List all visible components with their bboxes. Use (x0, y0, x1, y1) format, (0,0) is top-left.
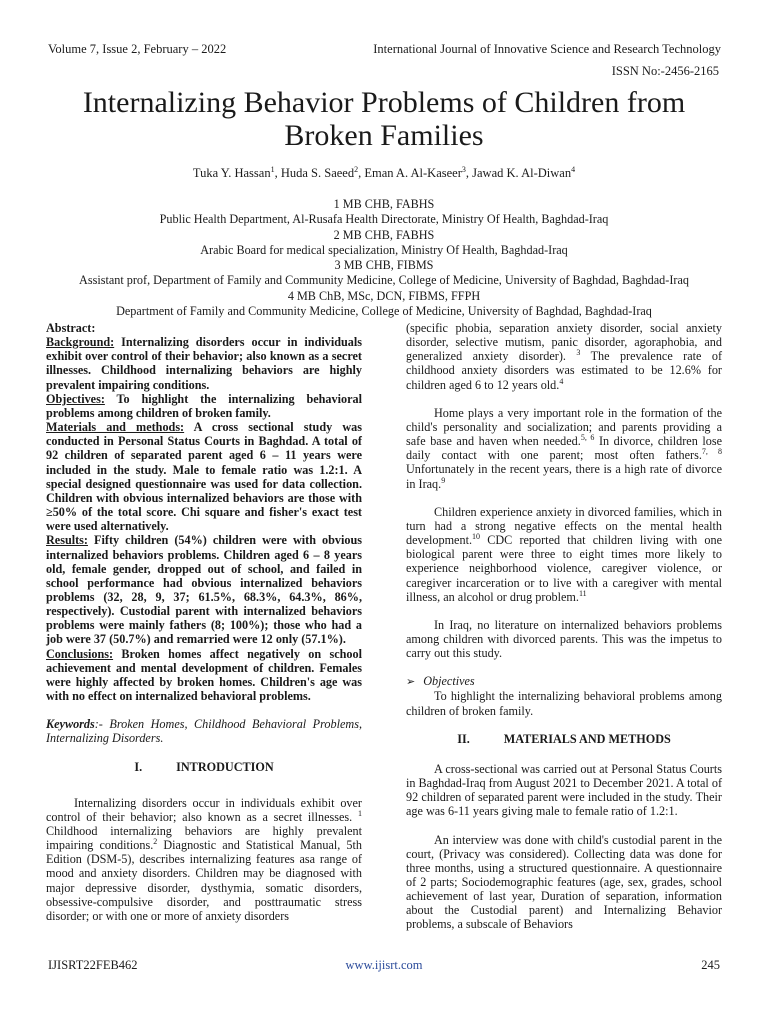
affiliation-line: Arabic Board for medical specialization, Ministry Of Health, Baghdad-Iraq (200, 242, 568, 257)
citation: 1 (358, 808, 363, 818)
citation: 3 (576, 348, 581, 358)
citation: 11 (578, 588, 587, 598)
author: Tuka Y. Hassan (192, 166, 271, 180)
objectives-label: Objectives: (46, 391, 105, 406)
affiliation-line: Department of Family and Community Medicine, College of Medicine, University of Baghdad, Baghdad-Iraq (116, 304, 652, 319)
arrow-bullet-icon: ➢ (406, 676, 416, 689)
objectives-paragraph: To highlight the internalizing behavioral problems among children of broken family. (406, 689, 722, 718)
keywords-text: :- Broken Homes, Childhood Behavioral Problems, Internalizing Disorders. (46, 717, 362, 746)
left-column (46, 321, 362, 923)
citation: 10 (472, 531, 480, 541)
affiliation-line: 4 MB ChB, MSc, DCN, FIBMS, FFPH (287, 288, 481, 303)
paper-title: Internalizing Behavior Problems of Children from Broken Families (82, 86, 686, 152)
section-heading-introduction (46, 760, 362, 774)
citation: 2 (153, 837, 158, 847)
affiliation-line: 3 MB CHB, FIBMS (334, 258, 434, 273)
affiliation-line: Public Health Department, Al-Rusafa Health Directorate, Ministry Of Health, Baghdad-Iraq (159, 212, 609, 227)
paragraph: In Iraq, no literature on internalized behaviors problems among children with divorced parents. This was the impetus to carry out this study. (406, 617, 722, 661)
article-id: IJISRT22FEB462 (48, 958, 138, 972)
right-column (406, 321, 722, 932)
paragraph: A cross-sectional was carried out at Personal Status Courts in Baghdad-Iraq from August 2021 to December 2021. A total of 92 children of separated parent were included in the study. Their age was 6-11 years giving male to female ratio of 1.2:1. (406, 761, 722, 819)
page-number: 245 (701, 958, 720, 972)
methods-label: Materials and methods: (46, 420, 185, 435)
background-text: Internalizing disorders occur in individuals exhibit over control of their behavior; also known as a secret illnesses. Childhood internalizing behaviors are highly prevalent impairing conditions. (46, 335, 362, 392)
abstract (46, 321, 362, 703)
conclusions-text: Broken homes affect negatively on school achievement and mental development of children. Females were highly affected by broken homes. Children's age was with no effect on internalized behavioral problems. (46, 646, 362, 704)
author-list: Tuka Y. Hassan$^1$, Huda S. Saeed$^2$, Eman A. Al-Kaseer$^3$, Jawad K. Al-Diwan$^4$ (192, 164, 576, 180)
affiliation-line: Assistant prof, Department of Family and Community Medicine, College of Medicine, University of Baghdad, Baghdad-Iraq (79, 273, 689, 288)
objectives-heading: ➢ Objectives (406, 674, 475, 689)
section-number: II. (457, 731, 470, 746)
issn: ISSN No:-2456-2165 (611, 64, 719, 78)
section-number: I. (134, 759, 143, 774)
intro-paragraph: Internalizing disorders occur in individuals exhibit over control of their behavior; also known as a secret illnesses. $^1$ Childhood internalizing behaviors are highly prevalent impairing conditions.$^2$ Diagnostic and Statistical Manual, 5th Edition (DSM-5), describes internalizing features asa range of mood and anxiety disorders. Children may be diagnosed with major depressive disorder, dysthymia, somatic disorders, obsessive-compulsive disorder, and posttraumatic stress disorder; or with one or more of anxiety disorders (46, 795, 363, 923)
volume-issue: Volume 7, Issue 2, February – 2022 (48, 42, 227, 56)
objectives-text: To highlight the internalizing behavioral problems among children of broken family. (46, 391, 362, 420)
section-heading-methods (406, 732, 722, 746)
paragraph: An interview was done with child's custodial parent in the court, (Privacy was considered). Collecting data was done for three months, using a structured questionnaire. A questionnaire of 2 parts; Sociodemographic features (age, sex, grades, school achievement of last year, Duration of separation, information about the Custodial parent) and Internalizing Behavior problems, a subscale of Behaviors (406, 832, 722, 932)
author: Jawad K. Al-Diwan (472, 166, 572, 180)
citation: 7, 8 (701, 447, 723, 457)
affiliation-line: 1 MB CHB, FABHS (333, 197, 435, 211)
paragraph: Home plays a very important role in the formation of the child's personality and socialization; and parents providing a safe base and haven when needed.$^{5, 6}$ In divorce, children lose daily contact with one parent; most often fathers.$^{7, 8}$ Unfortunately in the recent years, there is a high rate of divorce in Iraq.$^9$ (406, 405, 723, 491)
abstract-heading: Abstract: (46, 321, 96, 335)
journal-name: International Journal of Innovative Science and Research Technology (373, 42, 721, 56)
section-title: MATERIALS AND METHODS (503, 731, 671, 746)
citation: 9 (441, 475, 446, 485)
paragraph: Children experience anxiety in divorced families, which in turn had a strong negative effects on the mental health development.$^{10}$ CDC reported that children living with one biological parent were three to eight times more likely to experience neighborhood violence, caregiver violence, or caregiver incarceration or to live with a caregiver with mental illness, an alcohol or drug problem.$^{11}$ (406, 504, 722, 604)
author-sup: 4 (571, 164, 576, 174)
author: Eman A. Al-Kaseer (364, 166, 462, 180)
affiliation-line: 2 MB CHB, FABHS (333, 227, 435, 242)
methods-text: A cross sectional study was conducted in Personal Status Courts in Baghdad. A total of 92 children of separated parent aged 6 – 11 years were included in the study. Male to female ratio was 1.2:1. A special designed questionnaire was used for data collection. Children with obvious internalized behaviors are those with ≥50% of the total score. Chi square and fisher's exact test were used alternatively. (46, 420, 362, 534)
keywords (46, 717, 362, 745)
background-label: Background: (46, 335, 115, 350)
citation: 4 (559, 376, 564, 386)
journal-url-link[interactable]: www.ijisrt.com (345, 958, 423, 972)
paragraph: (specific phobia, separation anxiety disorder, social anxiety disorder, selective mutism, panic disorder, agoraphobia, and generalized anxiety disorder). $^3$ The prevalence rate of childhood anxiety disorders was estimated to be 12.6% for children aged 6 to 12 years old.$^4$ (406, 321, 723, 392)
author-sup: 3 (461, 164, 466, 174)
conclusions-label: Conclusions: (46, 646, 114, 661)
citation: 5, 6 (580, 433, 595, 443)
section-title: INTRODUCTION (176, 759, 274, 774)
keywords-label: Keywords (46, 717, 95, 732)
author: Huda S. Saeed (280, 166, 355, 180)
results-label: Results: (46, 533, 88, 548)
results-text: Fifty children (54%) children were with obvious internalized behaviors problems. Children aged 6 – 8 years old, female gender, dropped out of school, and failed in school performance had obvious internalized behaviors problems (32, 28, 9, 37; 61.5%, 68.3%, 64.3%, 86%, respectively). Custodial parent with internalized behaviors problems were mainly fathers (8; 100%); those who had a job were 37 (50.7%) and remarried were 12 only (57.1%). (46, 533, 362, 647)
author-sup: 2 (354, 164, 359, 174)
author-sup: 1 (270, 164, 275, 174)
affiliations (20, 197, 748, 319)
